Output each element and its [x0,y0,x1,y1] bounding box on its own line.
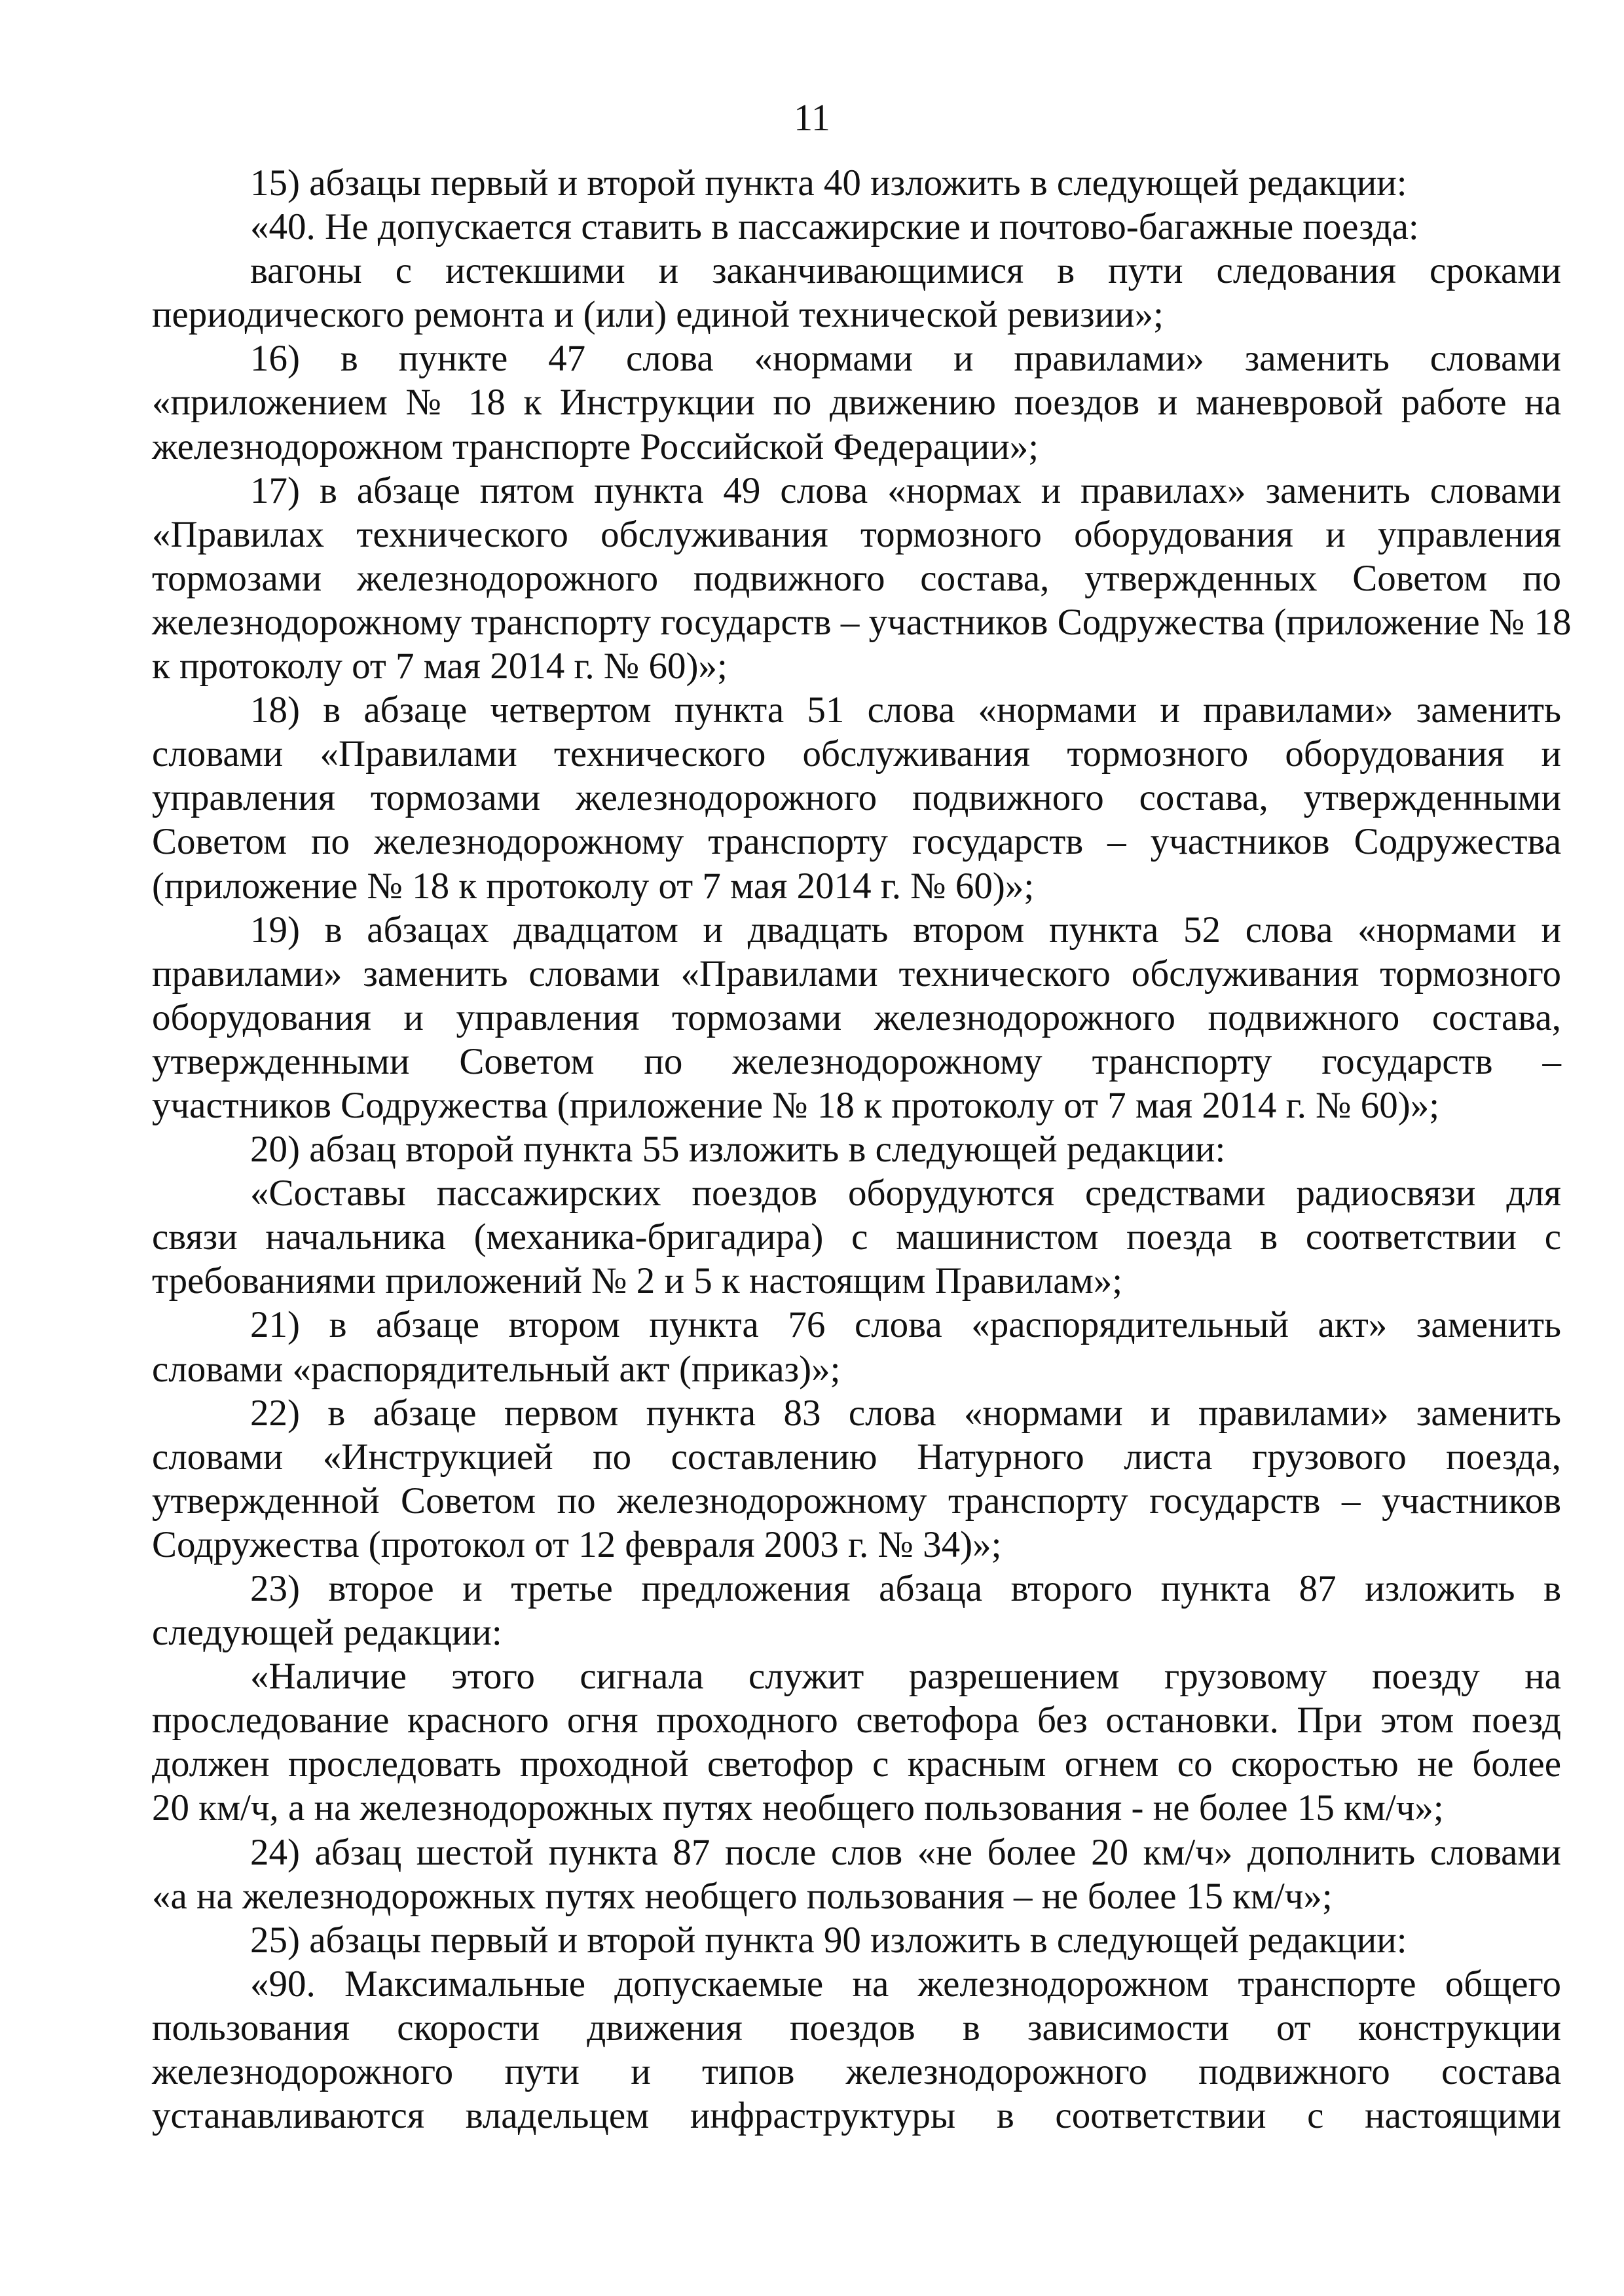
text-line: 25) абзацы первый и второй пункта 90 изложить в следующей редакции: [250,1919,1407,1961]
text-line: тормозами железнодорожного подвижного состава, утвержденных Советом по [152,557,1561,599]
text-line: железнодорожного пути и типов железнодорожного подвижного состава [152,2051,1561,2093]
text-line: 18) в абзаце четвертом пункта 51 слова «нормами и правилами» заменить [250,689,1561,731]
text-line: устанавливаются владельцем инфраструктуры в соответствии с настоящими [152,2095,1561,2137]
text-line: «Составы пассажирских поездов оборудуются средствами радиосвязи для [250,1173,1561,1214]
text-line: управления тормозами железнодорожного подвижного состава, утвержденными [152,777,1561,819]
text-line: 15) абзацы первый и второй пункта 40 изложить в следующей редакции: [250,162,1407,204]
text-line: «Правилах технического обслуживания тормозного оборудования и управления [152,513,1561,555]
text-line: Содружества (протокол от 12 февраля 2003 г. № 34)»; [152,1523,1002,1565]
text-line: 23) второе и третье предложения абзаца второго пункта 87 изложить в [250,1568,1561,1609]
text-line: утвержденной Советом по железнодорожному транспорту государств – участников [152,1480,1561,1522]
text-line: «40. Не допускается ставить в пассажирские и почтово-багажные поезда: [250,206,1419,248]
text-line: (приложение № 18 к протоколу от 7 мая 2014 г. № 60)»; [152,865,1035,907]
text-line: периодического ремонта и (или) единой технической ревизии»; [152,294,1164,336]
text-line: следующей редакции: [152,1612,502,1654]
text-line: к протоколу от 7 мая 2014 г. № 60)»; [152,646,728,687]
text-line: участников Содружества (приложение № 18 к протоколу от 7 мая 2014 г. № 60)»; [152,1084,1440,1126]
text-line: 24) абзац шестой пункта 87 после слов «не более 20 км/ч» дополнить словами [250,1831,1561,1873]
text-line: «90. Максимальные допускаемые на железнодорожном транспорте общего [250,1963,1561,2005]
text-line: «а на железнодорожных путях необщего пользования – не более 15 км/ч»; [152,1875,1333,1917]
text-line: «Наличие этого сигнала служит разрешением грузовому поезду на [250,1656,1561,1698]
text-line: словами «Инструкцией по составлению Натурного листа грузового поезда, [152,1436,1561,1478]
page-number: 11 [794,96,830,139]
document-body [152,161,1572,2138]
text-line: железнодорожному транспорту государств – участников Содружества (приложение № 18 [152,601,1572,643]
text-line: 19) в абзацах двадцатом и двадцать втором пункта 52 слова «нормами и [250,909,1561,951]
text-line: 22) в абзаце первом пункта 83 слова «нормами и правилами» заменить [250,1392,1561,1434]
text-line: железнодорожном транспорте Российской Федерации»; [152,426,1039,467]
text-line: требованиями приложений № 2 и 5 к настоящим Правилам»; [152,1260,1123,1302]
text-line: утвержденными Советом по железнодорожному транспорту государств – [152,1040,1561,1082]
text-line: Советом по железнодорожному транспорту государств – участников Содружества [152,821,1561,863]
text-line: «приложением № 18 к Инструкции по движению поездов и маневровой работе на [152,382,1561,424]
text-line: 21) в абзаце втором пункта 76 слова «распорядительный акт» заменить [250,1304,1561,1346]
text-line: 17) в абзаце пятом пункта 49 слова «нормах и правилах» заменить словами [250,469,1561,511]
text-line: словами «Правилами технического обслуживания тормозного оборудования и [152,733,1561,775]
text-line: правилами» заменить словами «Правилами технического обслуживания тормозного [152,953,1561,994]
text-line: пользования скорости движения поездов в зависимости от конструкции [152,2007,1561,2049]
text-line: 16) в пункте 47 слова «нормами и правилами» заменить словами [250,338,1561,380]
text-line: связи начальника (механика-бригадира) с машинистом поезда в соответствии с [152,1216,1561,1258]
text-line: оборудования и управления тормозами железнодорожного подвижного состава, [152,996,1561,1038]
text-line: должен проследовать проходной светофор с красным огнем со скоростью не более [152,1743,1561,1785]
text-line: 20 км/ч, а на железнодорожных путях необщего пользования - не более 15 км/ч»; [152,1787,1444,1829]
text-line: словами «распорядительный акт (приказ)»; [152,1348,841,1390]
text-line: 20) абзац второй пункта 55 изложить в следующей редакции: [250,1129,1226,1171]
text-line: вагоны с истекшими и заканчивающимися в пути следования сроками [250,250,1561,292]
text-line: проследование красного огня проходного светофора без остановки. При этом поезд [152,1700,1561,1741]
